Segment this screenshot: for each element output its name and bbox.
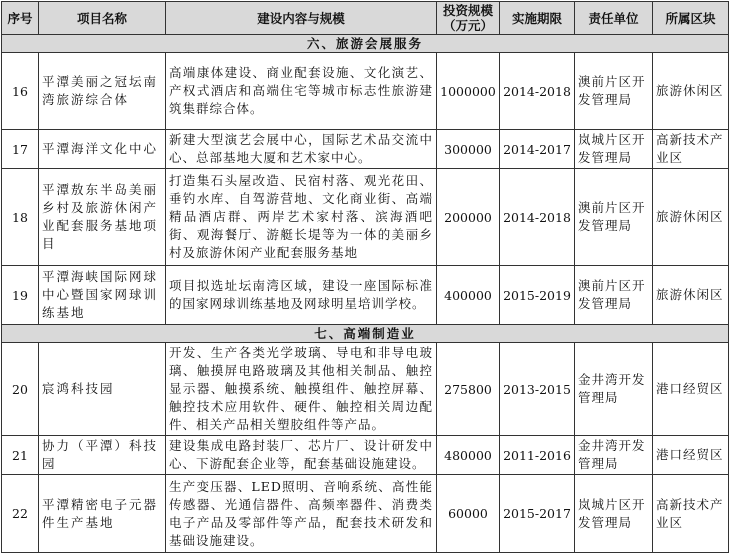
row-area: 港口经贸区 — [653, 343, 729, 436]
table-row — [2, 53, 729, 130]
row-investment: 60000 — [437, 475, 500, 553]
row-period: 2014-2018 — [500, 53, 575, 130]
header-area: 所属区块 — [653, 2, 729, 35]
row-area: 旅游休闲区 — [653, 169, 729, 266]
header-unit: 责任单位 — [575, 2, 653, 35]
table-row — [2, 436, 729, 475]
row-project-name: 平潭敖东半岛美丽乡村及旅游休闲产业配套服务基地项目 — [39, 169, 166, 266]
row-no: 21 — [2, 436, 39, 475]
row-project-name: 平潭海洋文化中心 — [39, 130, 166, 169]
row-investment: 1000000 — [437, 53, 500, 130]
row-no: 20 — [2, 343, 39, 436]
row-period: 2013-2015 — [500, 343, 575, 436]
row-content: 打造集石头屋改造、民宿村落、观光花田、垂钓水库、自驾游营地、文化商业街、高端精品酒店群、两岸艺术家村落、滨海酒吧街、观海餐厅、游艇长堤等为一体的美丽乡村及旅游休闲产业配套服务基地 — [166, 169, 437, 266]
header-content: 建设内容与规模 — [166, 2, 437, 35]
row-content: 新建大型演艺会展中心，国际艺术品交流中心、总部基地大厦和艺术家中心。 — [166, 130, 437, 169]
row-period: 2015-2017 — [500, 475, 575, 553]
row-unit: 金井湾开发管理局 — [575, 343, 653, 436]
row-no: 18 — [2, 169, 39, 266]
row-content: 开发、生产各类光学玻璃、导电和非导电玻璃、触摸屏电路玻璃及其他相关制品、触控显示器、触摸系统、触摸组件、触控屏幕、触控技术应用软件、硬件、触控相关周边配件、相关产品相关塑胶组件等产品。 — [166, 343, 437, 436]
project-table — [1, 1, 729, 553]
row-no: 19 — [2, 266, 39, 325]
row-investment: 200000 — [437, 169, 500, 266]
row-area: 旅游休闲区 — [653, 266, 729, 325]
row-unit: 金井湾开发管理局 — [575, 436, 653, 475]
table-row — [2, 266, 729, 325]
header-investment: 投资规模（万元） — [437, 2, 500, 35]
section-header-manufacturing — [2, 325, 729, 343]
row-period: 2011-2016 — [500, 436, 575, 475]
row-area: 旅游休闲区 — [653, 53, 729, 130]
row-project-name: 协力（平潭）科技园 — [39, 436, 166, 475]
header-period: 实施期限 — [500, 2, 575, 35]
row-unit: 澳前片区开发管理局 — [575, 53, 653, 130]
row-project-name: 平潭精密电子元器件生产基地 — [39, 475, 166, 553]
section-header-tourism — [2, 35, 729, 53]
row-investment: 400000 — [437, 266, 500, 325]
row-unit: 澳前片区开发管理局 — [575, 169, 653, 266]
row-unit: 岚城片区开发管理局 — [575, 475, 653, 553]
section-title: 六、旅游会展服务 — [2, 35, 729, 53]
table-row — [2, 475, 729, 553]
header-no: 序号 — [2, 2, 39, 35]
row-project-name: 平潭美丽之冠坛南湾旅游综合体 — [39, 53, 166, 130]
table-row — [2, 343, 729, 436]
table-row — [2, 130, 729, 169]
section-title: 七、高端制造业 — [2, 325, 729, 343]
row-content: 生产变压器、LED照明、音响系统、高性能传感器、光通信器件、高频率器件、消费类电子产品及零部件等产品，配套技术研发和基础设施建设。 — [166, 475, 437, 553]
row-unit: 岚城片区开发管理局 — [575, 130, 653, 169]
row-no: 17 — [2, 130, 39, 169]
row-project-name: 宸鸿科技园 — [39, 343, 166, 436]
row-period: 2014-2018 — [500, 169, 575, 266]
row-unit: 澳前片区开发管理局 — [575, 266, 653, 325]
row-investment: 300000 — [437, 130, 500, 169]
row-area: 港口经贸区 — [653, 436, 729, 475]
row-project-name: 平潭海峡国际网球中心暨国家网球训练基地 — [39, 266, 166, 325]
row-area: 高新技术产业区 — [653, 130, 729, 169]
header-name: 项目名称 — [39, 2, 166, 35]
row-investment: 275800 — [437, 343, 500, 436]
row-content: 高端康体建设、商业配套设施、文化演艺、产权式酒店和高端住宅等城市标志性旅游建筑集群综合体。 — [166, 53, 437, 130]
header-row — [2, 2, 729, 35]
row-period: 2015-2019 — [500, 266, 575, 325]
row-content: 项目拟选址坛南湾区域，建设一座国际标准的国家网球训练基地及网球明星培训学校。 — [166, 266, 437, 325]
row-investment: 480000 — [437, 436, 500, 475]
row-no: 22 — [2, 475, 39, 553]
table-row — [2, 169, 729, 266]
row-no: 16 — [2, 53, 39, 130]
row-period: 2014-2017 — [500, 130, 575, 169]
row-content: 建设集成电路封装厂、芯片厂、设计研发中心、下游配套企业等，配套基础设施建设。 — [166, 436, 437, 475]
row-area: 高新技术产业区 — [653, 475, 729, 553]
